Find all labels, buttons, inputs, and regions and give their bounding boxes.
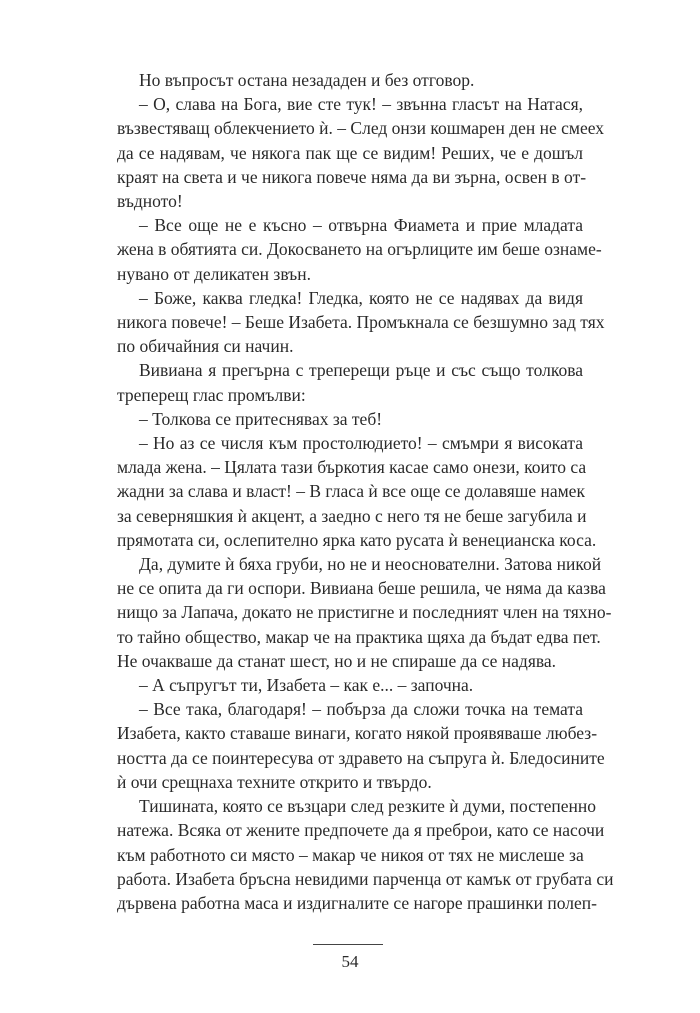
text-line: да се надявам, че някога пак ще се видим! Реших, че е дошъл: [117, 142, 583, 163]
text-line: – Боже, каква гледка! Гледка, която не се надявах да видя: [139, 287, 583, 308]
text-line: Да, думите ѝ бяха груби, но не и неоснователни. Затова никой: [139, 554, 602, 575]
text-line: възвестяващ облекчението ѝ. – След онзи кошмарен ден не смеех: [117, 118, 605, 139]
paragraph: [117, 673, 583, 697]
text-line: нищо за Лапача, докато не пристигне и последният член на тяхно-: [117, 602, 612, 623]
paragraph: [117, 794, 614, 915]
text-line: по обичайния си начин.: [117, 336, 294, 357]
paragraph: [117, 407, 583, 431]
text-line: – Толкова се притеснявах за теб!: [139, 408, 383, 429]
paragraph: [117, 431, 597, 552]
text-line: натежа. Всяка от жените предпочете да я преброи, като се насочи: [117, 820, 605, 841]
text-line: нувано от деликатен звън.: [117, 263, 311, 284]
text-line: за северняшкия ѝ акцент, а заедно с него тя не беше загубила и: [117, 505, 587, 526]
text-line: млада жена. – Цялата тази бъркотия касае само онези, които са: [117, 457, 587, 478]
text-line: краят на света и че никога повече няма да ви зърна, освен в от-: [117, 166, 587, 187]
text-line: – А съпругът ти, Изабета – как е... – започна.: [139, 675, 474, 696]
text-line: – Но аз се числя към простолюдието! – смъмри я високата: [139, 433, 583, 454]
paragraph: [117, 92, 605, 213]
text-line: Изабета, както ставаше винаги, когато някой проявяваше любез-: [117, 723, 598, 744]
text-line: – Все още не е късно – отвърна Фиамета и прие младата: [139, 215, 583, 236]
text-line: Не очакваше да станат шест, но и не спираше да се надява.: [117, 650, 557, 671]
text-line: – Все така, благодаря! – побърза да сложи точка на темата: [139, 699, 583, 720]
paragraph: [117, 286, 605, 359]
body-text: [117, 68, 614, 915]
text-line: въдното!: [117, 191, 183, 212]
paragraph: [117, 68, 583, 92]
text-line: никога повече! – Беше Изабета. Промъкнала се безшумно зад тях: [117, 312, 605, 333]
page-number: 54: [341, 952, 359, 971]
paragraph: [117, 358, 583, 406]
text-line: работа. Изабета бръсна невидими парченца от камък от грубата си: [117, 868, 614, 889]
text-line: Тишината, която се възцари след резките ѝ думи, постепенно: [139, 796, 596, 817]
text-line: ността да се поинтересува от здравето на съпруга ѝ. Бледосините: [117, 747, 605, 768]
text-line: жена в обятията си. Докосването на огърлиците им беше ознаме-: [117, 239, 602, 260]
text-line: към работното си място – макар че никоя от тях не мислеше за: [117, 844, 584, 865]
text-line: дървена работна маса и издигналите се нагоре прашинки полеп-: [117, 892, 597, 913]
text-line: жадни за слава и власт! – В гласа ѝ все още се долавяше намек: [117, 481, 585, 502]
paragraph: [117, 552, 612, 673]
text-line: Вивиана я прегърна с треперещи ръце и със също толкова: [139, 360, 583, 381]
text-line: – О, слава на Бога, вие сте тук! – звънна гласът на Натася,: [139, 94, 583, 115]
text-line: Но въпросът остана незададен и без отговор.: [139, 70, 475, 90]
text-line: ѝ очи срещнаха техните открито и твърдо.: [117, 771, 432, 792]
text-line: то тайно общество, макар че на практика щяха да бъдат едва пет.: [117, 626, 601, 647]
text-line: треперещ глас промълви:: [117, 384, 306, 405]
text-line: не се опита да ги оспори. Вивиана беше решила, че няма да казва: [117, 578, 606, 599]
footer-rule: [313, 944, 383, 945]
text-line: прямотата си, ослепително ярка като русата ѝ венецианска коса.: [117, 529, 597, 550]
paragraph: [117, 213, 602, 286]
paragraph: [117, 697, 605, 794]
